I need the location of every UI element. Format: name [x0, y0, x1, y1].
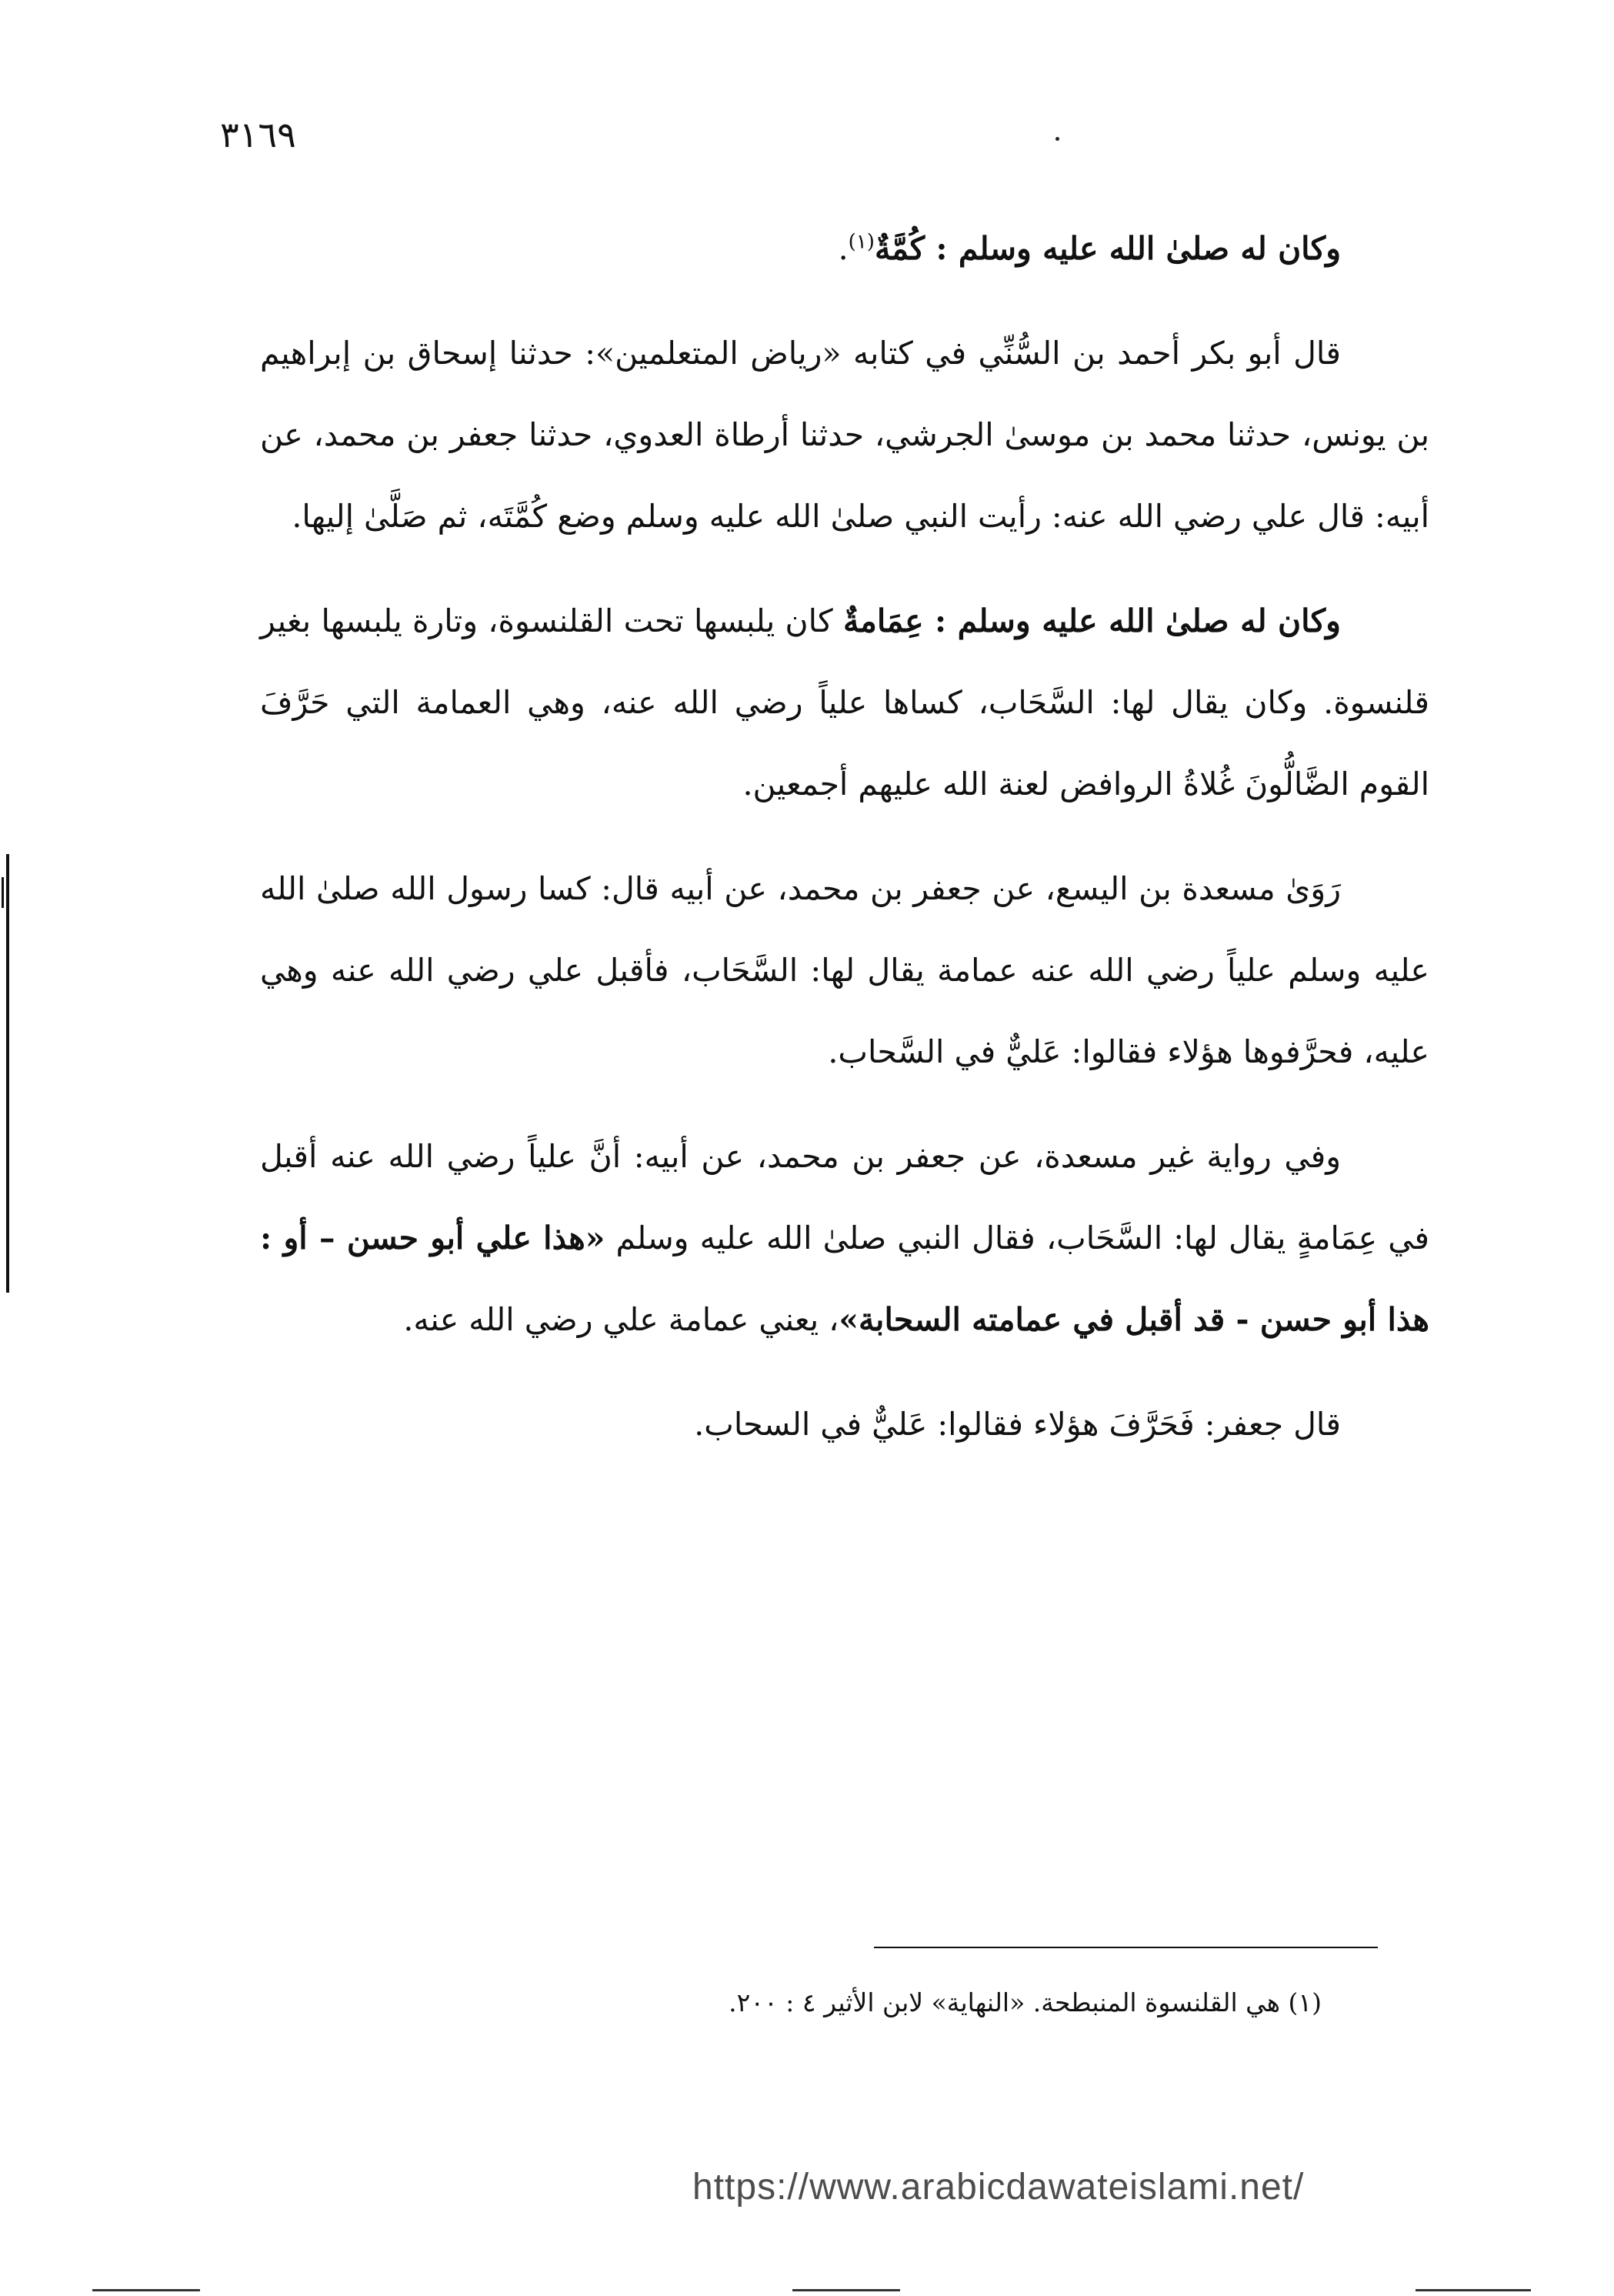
paragraph-imama — [260, 580, 1429, 825]
quoted-saying: «هذا علي أبو حسن – أو : هذا أبو حسن - قد أقبل في عمامته السحابة» — [260, 1220, 1429, 1338]
footnote: (١) هي القلنسوة المنبطحة. «النهاية» لابن الأثير ٤ : ٢٠٠. — [729, 1987, 1322, 2017]
paragraph-ibn-sunni — [260, 312, 1429, 557]
paragraph-text: قال أبو بكر أحمد بن السُّنِّي في كتابه «رياض المتعلمين»: حدثنا إسحاق بن إبراهيم بن يونس، حدثنا محمد بن موسىٰ الجرشي، حدثنا أرطاة العدوي، حدثنا جعفر بن محمد، عن أبيه: قال علي رضي الله عنه: رأيت النبي صلىٰ الله عليه وسلم وضع كُمَّتَه، ثم صَلَّىٰ إليها. — [260, 335, 1429, 535]
paragraph-jafar — [260, 1383, 1429, 1465]
paragraph-other-narration — [260, 1116, 1429, 1360]
scan-bottom-line — [92, 2289, 200, 2291]
paragraph-lead: وكان له صلىٰ الله عليه وسلم : كُمَّةٌ — [874, 230, 1341, 267]
page-number: ٣١٦٩ — [220, 114, 296, 155]
paragraph-lead: وكان له صلىٰ الله عليه وسلم : عِمَامةٌ — [842, 602, 1341, 639]
scan-bottom-line — [1416, 2289, 1531, 2291]
main-text — [260, 208, 1429, 1465]
paragraph-kumma — [260, 208, 1429, 289]
scan-edge-mark — [2, 877, 4, 908]
paragraph-text: وفي رواية غير مسعدة، عن جعفر بن محمد، عن أبيه: أنَّ علياً رضي الله عنه أقبل في عِمَامةٍ يقال لها: السَّحَاب، فقال النبي صلىٰ الله عليه وسلم — [260, 1138, 1429, 1256]
watermark-url: https://www.arabicdawateislami.net/ — [692, 2167, 1305, 2208]
paragraph-text: . — [838, 230, 849, 267]
paragraph-text: قال جعفر: فَحَرَّفَ هؤلاء فقالوا: عَليٌّ في السحاب. — [694, 1406, 1341, 1443]
paragraph-text: كان يلبسها تحت القلنسوة، وتارة يلبسها بغير قلنسوة. وكان يقال لها: السَّحَاب، كساها علياً رضي الله عنه، وهي العمامة التي حَرَّفَ القوم الضَّالُّونَ غُلاةُ الروافض لعنة الله عليهم أجمعين. — [260, 602, 1429, 803]
paragraph-text: ، يعني عمامة علي رضي الله عنه. — [403, 1301, 839, 1338]
footnote-separator — [874, 1947, 1378, 1948]
paragraph-text: رَوَىٰ مسعدة بن اليسع، عن جعفر بن محمد، عن أبيه قال: كسا رسول الله صلىٰ الله عليه وسلم علياً رضي الله عنه عمامة يقال لها: السَّحَاب، فأقبل علي رضي الله عنه وهي عليه، فحرَّفوها هؤلاء فقالوا: عَليٌّ في السَّحاب. — [260, 870, 1429, 1070]
scan-speck — [1055, 137, 1059, 141]
scan-bottom-line — [792, 2289, 900, 2291]
footnote-reference: (١) — [848, 230, 875, 254]
paragraph-masada — [260, 848, 1429, 1093]
scan-edge-mark — [6, 854, 9, 1293]
